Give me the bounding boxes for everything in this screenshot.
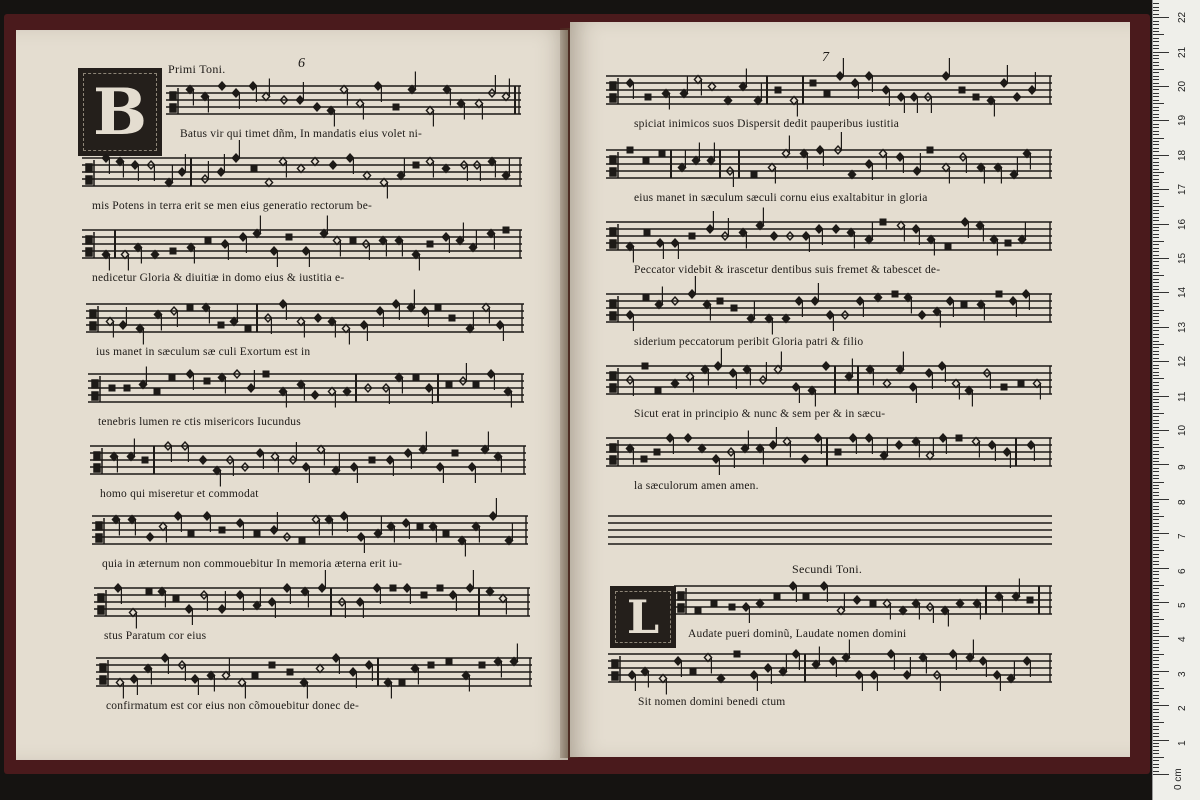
ruler-label: 13 <box>1177 321 1188 333</box>
ruler-tick <box>1153 220 1159 221</box>
ruler-tick <box>1153 127 1159 128</box>
ruler-tick <box>1153 416 1159 417</box>
ruler-tick <box>1153 523 1159 524</box>
ruler-tick <box>1153 447 1164 448</box>
ruler-tick <box>1153 506 1159 507</box>
ruler-tick <box>1153 454 1159 455</box>
lyric-line: spiciat inimicos suos Dispersit dedit pauperibus iustitia <box>634 118 900 130</box>
ruler-tick <box>1153 175 1159 176</box>
ruler-tick <box>1153 24 1159 25</box>
ruler-tick <box>1153 409 1159 410</box>
ruler-tick <box>1153 203 1159 204</box>
ruler-tick <box>1153 144 1159 145</box>
ruler-tick <box>1153 299 1159 300</box>
ruler-tick <box>1153 282 1159 283</box>
ruler-tick <box>1153 513 1159 514</box>
lyric-line: Batus vir qui timet dñm, In mandatis eius volet ni- <box>180 128 423 140</box>
ruler-tick <box>1153 554 1159 555</box>
ruler-tick <box>1153 599 1159 600</box>
ruler-tick <box>1153 609 1159 610</box>
ruler-tick <box>1153 172 1164 173</box>
ruler-tick <box>1153 268 1159 269</box>
ruler-tick <box>1153 165 1159 166</box>
ruler-tick <box>1153 619 1164 620</box>
ruler-tick <box>1153 705 1169 706</box>
lyric-line: mis Potens in terra erit se men eius generatio rectorum be- <box>92 200 373 212</box>
lyric-line: ius manet in sæculum sæ culi Exortum est in <box>96 346 311 358</box>
ruler-tick <box>1153 657 1159 658</box>
music-staff <box>608 512 1052 552</box>
ruler-tick <box>1153 265 1159 266</box>
ruler-tick <box>1153 461 1159 462</box>
ruler-tick <box>1153 100 1159 101</box>
ruler-tick <box>1153 289 1159 290</box>
ruler-tick <box>1153 760 1159 761</box>
ruler-tick <box>1153 571 1159 572</box>
ruler-label: 8 <box>1177 499 1188 505</box>
ruler-tick <box>1153 361 1169 362</box>
ruler-tick <box>1153 213 1159 214</box>
ruler-tick <box>1153 602 1169 603</box>
page-number-left: 6 <box>298 56 305 71</box>
ruler-tick <box>1153 7 1159 8</box>
ruler-tick <box>1153 540 1159 541</box>
ruler-tick <box>1153 660 1159 661</box>
ruler-label: 16 <box>1177 218 1188 230</box>
lyric-line: Peccator videbit & irascetur dentibus suis fremet & tabescet de- <box>634 264 941 276</box>
ruler-tick <box>1153 93 1159 94</box>
ruler-tick <box>1153 200 1159 201</box>
ruler-tick <box>1153 451 1159 452</box>
ruler-tick <box>1153 495 1159 496</box>
ruler-tick <box>1153 55 1159 56</box>
ruler-tick <box>1153 354 1159 355</box>
ruler-tick <box>1153 248 1159 249</box>
ruler-tick <box>1153 392 1159 393</box>
ruler-tick <box>1153 743 1159 744</box>
ruler-tick <box>1153 420 1159 421</box>
music-staff <box>606 290 1052 330</box>
ruler-tick <box>1153 251 1159 252</box>
ruler-tick <box>1153 674 1159 675</box>
ruler-tick <box>1153 402 1159 403</box>
ruler-tick <box>1153 316 1159 317</box>
ruler-tick <box>1153 612 1159 613</box>
ruler-tick <box>1153 368 1159 369</box>
ruler-tick <box>1153 169 1159 170</box>
ruler-tick <box>1153 733 1159 734</box>
ruler-label: 4 <box>1177 636 1188 643</box>
ruler-tick <box>1153 131 1159 132</box>
ruler-tick <box>1153 764 1159 765</box>
ruler-tick <box>1153 17 1169 18</box>
ruler-tick <box>1153 530 1159 531</box>
ruler-tick <box>1153 640 1159 641</box>
ruler-tick <box>1153 722 1164 723</box>
ruler-tick <box>1153 468 1159 469</box>
music-staff <box>606 218 1052 258</box>
ruler-tick <box>1153 516 1164 517</box>
lyric-line: stus Paratum cor eius <box>104 630 207 642</box>
ruler-tick <box>1153 578 1159 579</box>
ruler-tick <box>1153 292 1169 293</box>
lyric-line: confirmatum est cor eius non cõmouebitur donec de- <box>106 700 360 712</box>
ruler-tick <box>1153 396 1169 397</box>
ruler-tick <box>1153 96 1159 97</box>
lyric-line: la sæculorum amen amen. <box>634 480 759 492</box>
music-staff <box>606 434 1052 474</box>
ruler-tick <box>1153 509 1159 510</box>
ruler-label: 9 <box>1177 464 1188 471</box>
ruler-tick <box>1153 237 1159 238</box>
ruler-tick <box>1153 681 1159 682</box>
ruler-tick <box>1153 189 1169 190</box>
music-staff <box>82 154 522 194</box>
page-number-right: 7 <box>822 50 829 65</box>
ruler-tick <box>1153 771 1159 772</box>
music-staff <box>92 512 528 552</box>
ruler-tick <box>1153 399 1159 400</box>
lyric-line: tenebris lumen re ctis misericors Iucundus <box>98 416 301 428</box>
ruler-tick <box>1153 475 1159 476</box>
ruler-tick <box>1153 83 1159 84</box>
ruler-tick <box>1153 117 1159 118</box>
ruler-tick <box>1153 344 1164 345</box>
ruler-tick <box>1153 437 1159 438</box>
lyric-line: Sit nomen domini benedi ctum <box>638 696 786 708</box>
ruler-tick <box>1153 678 1159 679</box>
ruler-tick <box>1153 740 1169 741</box>
ruler-tick <box>1153 526 1159 527</box>
ruler-label: 21 <box>1177 46 1188 58</box>
decorated-initial-l <box>610 586 676 648</box>
ruler-tick <box>1153 427 1159 428</box>
ruler-tick <box>1153 774 1169 775</box>
ruler-tick <box>1153 406 1159 407</box>
ruler-tick <box>1153 327 1169 328</box>
ruler-tick <box>1153 695 1159 696</box>
ruler-tick <box>1153 255 1159 256</box>
ruler-tick <box>1153 141 1159 142</box>
ruler-tick <box>1153 138 1164 139</box>
mode-heading-primi: Primi Toni. <box>168 62 226 76</box>
ruler-label: 14 <box>1177 287 1188 299</box>
ruler-tick <box>1153 330 1159 331</box>
ruler-tick <box>1153 726 1159 727</box>
ruler-label: 7 <box>1177 533 1188 540</box>
ruler-tick <box>1153 667 1159 668</box>
ruler-tick <box>1153 351 1159 352</box>
ruler-tick <box>1153 62 1159 63</box>
ruler-tick <box>1153 568 1169 569</box>
ruler-label: 2 <box>1177 705 1188 712</box>
ruler-label: 1 <box>1177 740 1188 746</box>
lyric-line: siderium peccatorum peribit Gloria patri & filio <box>634 336 864 348</box>
ruler-tick <box>1153 372 1159 373</box>
lyric-line: eius manet in sæculum sæculi cornu eius exaltabitur in gloria <box>634 192 928 204</box>
ruler-tick <box>1153 750 1159 751</box>
ruler-tick <box>1153 485 1159 486</box>
ruler-label: 5 <box>1177 602 1188 608</box>
ruler-tick <box>1153 148 1159 149</box>
ruler-tick <box>1153 48 1159 49</box>
ruler-tick <box>1153 65 1159 66</box>
ruler-tick <box>1153 337 1159 338</box>
initial-letter: L <box>626 590 660 644</box>
music-staff <box>606 72 1052 112</box>
ruler-tick <box>1153 478 1159 479</box>
ruler-tick <box>1153 633 1159 634</box>
lyric-line: Sicut erat in principio & nunc & sem per & in sæcu- <box>634 408 886 420</box>
lyric-line: nedicetur Gloria & diuitiæ in domo eius & iustitia e- <box>92 272 345 284</box>
ruler-tick <box>1153 79 1159 80</box>
ruler-label: 18 <box>1177 149 1188 161</box>
ruler-tick <box>1153 533 1169 534</box>
ruler-tick <box>1153 605 1159 606</box>
ruler-tick <box>1153 647 1159 648</box>
ruler-label: 22 <box>1177 12 1188 24</box>
ruler-tick <box>1153 358 1159 359</box>
ruler-tick <box>1153 182 1159 183</box>
ruler-tick <box>1153 736 1159 737</box>
measurement-ruler <box>1152 0 1200 800</box>
ruler-tick <box>1153 585 1164 586</box>
ruler-tick <box>1153 227 1159 228</box>
ruler-tick <box>1153 712 1159 713</box>
music-staff <box>86 300 524 340</box>
ruler-tick <box>1153 719 1159 720</box>
music-staff <box>166 82 521 122</box>
ruler-tick <box>1153 623 1159 624</box>
ruler-tick <box>1153 444 1159 445</box>
ruler-tick <box>1153 107 1159 108</box>
music-staff <box>90 442 526 482</box>
ruler-tick <box>1153 413 1164 414</box>
ruler-tick <box>1153 45 1159 46</box>
music-staff <box>608 650 1052 690</box>
ruler-tick <box>1153 654 1164 655</box>
ruler-tick <box>1153 382 1159 383</box>
ruler-tick <box>1153 550 1164 551</box>
ruler-tick <box>1153 310 1164 311</box>
ruler-tick <box>1153 691 1159 692</box>
ruler-tick <box>1153 155 1169 156</box>
ruler-tick <box>1153 423 1159 424</box>
ruler-tick <box>1153 767 1159 768</box>
ruler-tick <box>1153 375 1159 376</box>
ruler-tick <box>1153 272 1159 273</box>
ruler-tick <box>1153 564 1159 565</box>
ruler-tick <box>1153 110 1159 111</box>
ruler-tick <box>1153 261 1159 262</box>
ruler-tick <box>1153 595 1159 596</box>
music-staff <box>94 584 530 624</box>
ruler-tick <box>1153 114 1159 115</box>
ruler-tick <box>1153 592 1159 593</box>
ruler-label: 6 <box>1177 568 1188 574</box>
ruler-tick <box>1153 630 1159 631</box>
ruler-label: 17 <box>1177 184 1188 196</box>
ruler-tick <box>1153 296 1159 297</box>
left-page <box>16 30 568 760</box>
ruler-tick <box>1153 134 1159 135</box>
ruler-label: 19 <box>1177 115 1188 127</box>
lyric-line: homo qui miseretur et commodat <box>100 488 259 500</box>
initial-ornament <box>83 73 157 151</box>
ruler-tick <box>1153 702 1159 703</box>
ruler-tick <box>1153 547 1159 548</box>
ruler-tick <box>1153 306 1159 307</box>
ruler-tick <box>1153 158 1159 159</box>
ruler-tick <box>1153 430 1169 431</box>
music-staff <box>96 654 532 694</box>
ruler-tick <box>1153 716 1159 717</box>
ruler-tick <box>1153 664 1159 665</box>
ruler-tick <box>1153 334 1159 335</box>
initial-letter: B <box>92 74 148 150</box>
ruler-tick <box>1153 581 1159 582</box>
ruler-tick <box>1153 729 1159 730</box>
lyric-line: quia in æternum non commouebitur In memoria æterna erit iu- <box>102 558 403 570</box>
ruler-tick <box>1153 757 1164 758</box>
ruler-tick <box>1153 3 1159 4</box>
music-staff <box>674 582 1052 622</box>
ruler-label: 12 <box>1177 356 1188 368</box>
ruler-tick <box>1153 574 1159 575</box>
ruler-tick <box>1153 244 1159 245</box>
ruler-tick <box>1153 28 1159 29</box>
music-staff <box>606 146 1052 186</box>
ruler-tick <box>1153 385 1159 386</box>
ruler-tick <box>1153 151 1159 152</box>
ruler-tick <box>1153 698 1159 699</box>
ruler-tick <box>1153 323 1159 324</box>
ruler-tick <box>1153 186 1159 187</box>
ruler-tick <box>1153 561 1159 562</box>
ruler-tick <box>1153 588 1159 589</box>
ruler-tick <box>1153 458 1159 459</box>
music-staff <box>88 370 524 410</box>
ruler-tick <box>1153 685 1159 686</box>
ruler-tick <box>1153 72 1159 73</box>
ruler-tick <box>1153 378 1164 379</box>
ruler-tick <box>1153 519 1159 520</box>
ruler-tick <box>1153 320 1159 321</box>
ruler-tick <box>1153 389 1159 390</box>
music-staff <box>82 226 522 266</box>
ruler-tick <box>1153 544 1159 545</box>
ruler-tick <box>1153 557 1159 558</box>
ruler-tick <box>1153 275 1164 276</box>
ruler-tick <box>1153 217 1159 218</box>
ruler-label: 3 <box>1177 671 1188 677</box>
ruler-tick <box>1153 41 1159 42</box>
ruler-tick <box>1153 193 1159 194</box>
ruler-label: 20 <box>1177 80 1188 92</box>
ruler-tick <box>1153 31 1159 32</box>
ruler-tick <box>1153 230 1159 231</box>
ruler-tick <box>1153 650 1159 651</box>
ruler-tick <box>1153 471 1159 472</box>
ruler-tick <box>1153 492 1159 493</box>
ruler-tick <box>1153 179 1159 180</box>
ruler-tick <box>1153 241 1164 242</box>
ruler-label: 11 <box>1177 391 1188 402</box>
ruler-tick <box>1153 224 1169 225</box>
ruler-tick <box>1153 89 1159 90</box>
ruler-tick <box>1153 626 1159 627</box>
ruler-tick <box>1153 162 1159 163</box>
ruler-tick <box>1153 464 1169 465</box>
ruler-tick <box>1153 124 1159 125</box>
decorated-initial-b <box>78 68 162 156</box>
ruler-tick <box>1153 279 1159 280</box>
ruler-tick <box>1153 347 1159 348</box>
ruler-tick <box>1153 52 1169 53</box>
ruler-tick <box>1153 341 1159 342</box>
ruler-tick <box>1153 21 1159 22</box>
ruler-tick <box>1153 210 1159 211</box>
ruler-tick <box>1153 206 1164 207</box>
mode-heading-secundi: Secundi Toni. <box>792 562 863 576</box>
ruler-tick <box>1153 671 1169 672</box>
ruler-tick <box>1153 488 1159 489</box>
ruler-tick <box>1153 365 1159 366</box>
ruler-tick <box>1153 38 1159 39</box>
ruler-tick <box>1153 10 1159 11</box>
ruler-tick <box>1153 303 1159 304</box>
ruler-tick <box>1153 196 1159 197</box>
ruler-tick <box>1153 440 1159 441</box>
ruler-tick <box>1153 636 1169 637</box>
ruler-tick <box>1153 499 1169 500</box>
ruler-tick <box>1153 433 1159 434</box>
ruler-tick <box>1153 58 1159 59</box>
music-staff <box>606 362 1052 402</box>
ruler-tick <box>1153 258 1169 259</box>
ruler-tick <box>1153 537 1159 538</box>
ruler-label: 10 <box>1177 424 1188 436</box>
ruler-tick <box>1153 313 1159 314</box>
ruler-tick <box>1153 643 1159 644</box>
ruler-tick <box>1153 753 1159 754</box>
ruler-tick <box>1153 502 1159 503</box>
ruler-tick <box>1153 86 1169 87</box>
ruler-tick <box>1153 709 1159 710</box>
ruler-tick <box>1153 482 1164 483</box>
ruler-tick <box>1153 103 1164 104</box>
ruler-tick <box>1153 69 1164 70</box>
ruler-tick <box>1153 34 1164 35</box>
ruler-unit-label: 0 cm <box>1173 768 1184 790</box>
ruler-tick <box>1153 286 1159 287</box>
ruler-tick <box>1153 688 1164 689</box>
right-page <box>570 22 1130 757</box>
ruler-tick <box>1153 616 1159 617</box>
initial-ornament <box>615 591 671 643</box>
ruler-tick <box>1153 746 1159 747</box>
ruler-label: 15 <box>1177 252 1188 264</box>
ruler-tick <box>1153 14 1159 15</box>
lyric-line: Audate pueri dominũ, Laudate nomen domini <box>688 628 907 640</box>
ruler-tick <box>1153 120 1169 121</box>
ruler-tick <box>1153 76 1159 77</box>
ruler-tick <box>1153 234 1159 235</box>
